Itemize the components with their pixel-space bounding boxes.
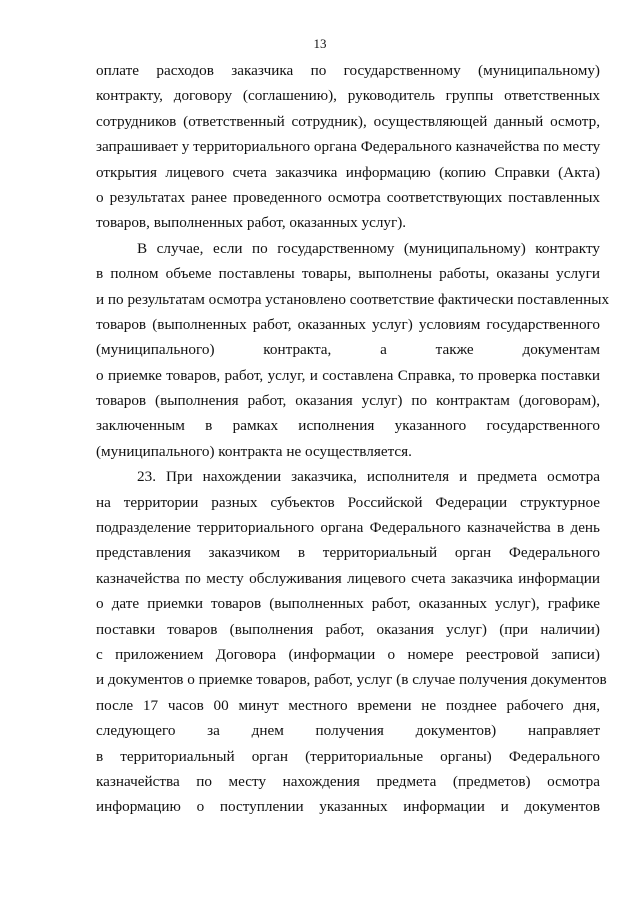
- text-line: о дате приемки товаров (выполненных работ, оказанных услуг), графике: [96, 595, 600, 613]
- text-line: (муниципального) контракта не осуществляется.: [96, 442, 412, 460]
- text-line: на территории разных субъектов Российской Федерации структурное: [96, 493, 600, 511]
- text-line: оплате расходов заказчика по государственному (муниципальному): [96, 62, 600, 79]
- text-line: казначейства по месту обслуживания лицевого счета заказчика информации: [96, 569, 600, 587]
- text-line: заключенным в рамках исполнения указанного государственного: [96, 417, 600, 435]
- text-line: в территориальный орган (территориальные органы) Федерального: [96, 747, 600, 765]
- text-line: товаров, выполненных работ, оказанных услуг).: [96, 214, 407, 232]
- text-line: контракту, договору (соглашению), руководитель группы ответственных: [96, 87, 600, 105]
- text-line: после 17 часов 00 минут местного времени не позднее рабочего дня,: [96, 696, 600, 714]
- text-line: представления заказчиком в территориальный орган Федерального: [96, 544, 600, 562]
- paragraph-start-line: В случае, если по государственному (муниципальному) контракту: [137, 239, 600, 257]
- text-line: сотрудников (ответственный сотрудник), осуществляющей данный осмотр,: [96, 112, 600, 130]
- text-line: запрашивает у территориального органа Федерального казначейства по месту: [96, 138, 601, 156]
- text-line: открытия лицевого счета заказчика информацию (копию Справки (Акта): [96, 163, 600, 181]
- text-line: с приложением Договора (информации о номере реестровой записи): [96, 645, 600, 663]
- page-number: 13: [313, 36, 327, 51]
- text-line: товаров (выполнения работ, оказания услуг) по контрактам (договорам),: [96, 392, 600, 410]
- text-line: и по результатам осмотра установлено соответствие фактически поставленных: [96, 290, 610, 308]
- paragraph-start-line: 23. При нахождении заказчика, исполнителя и предмета осмотра: [137, 468, 600, 486]
- text-line: следующего за днем получения документов) направляет: [96, 722, 600, 740]
- text-line: в полном объеме поставлены товары, выполнены работы, оказаны услуги: [96, 265, 600, 283]
- text-line: о приемке товаров, работ, услуг, и составлена Справка, то проверка поставки: [96, 366, 600, 384]
- text-line: поставки товаров (выполнения работ, оказания услуг) (при наличии): [96, 620, 600, 638]
- text-line: и документов о приемке товаров, работ, услуг (в случае получения документов: [96, 671, 607, 689]
- text-line: о результатах ранее проведенного осмотра соответствующих поставленных: [96, 188, 600, 206]
- document-body: [96, 58, 610, 820]
- text-line: товаров (выполненных работ, оказанных услуг) условиям государственного: [96, 315, 600, 333]
- text-line: (муниципального) контракта, а также документам: [96, 341, 600, 359]
- text-line: информацию о поступлении указанных информации и документов: [96, 798, 600, 816]
- text-line: подразделение территориального органа Федерального казначейства в день: [96, 519, 600, 537]
- text-line: казначейства по месту нахождения предмета (предметов) осмотра: [96, 772, 600, 790]
